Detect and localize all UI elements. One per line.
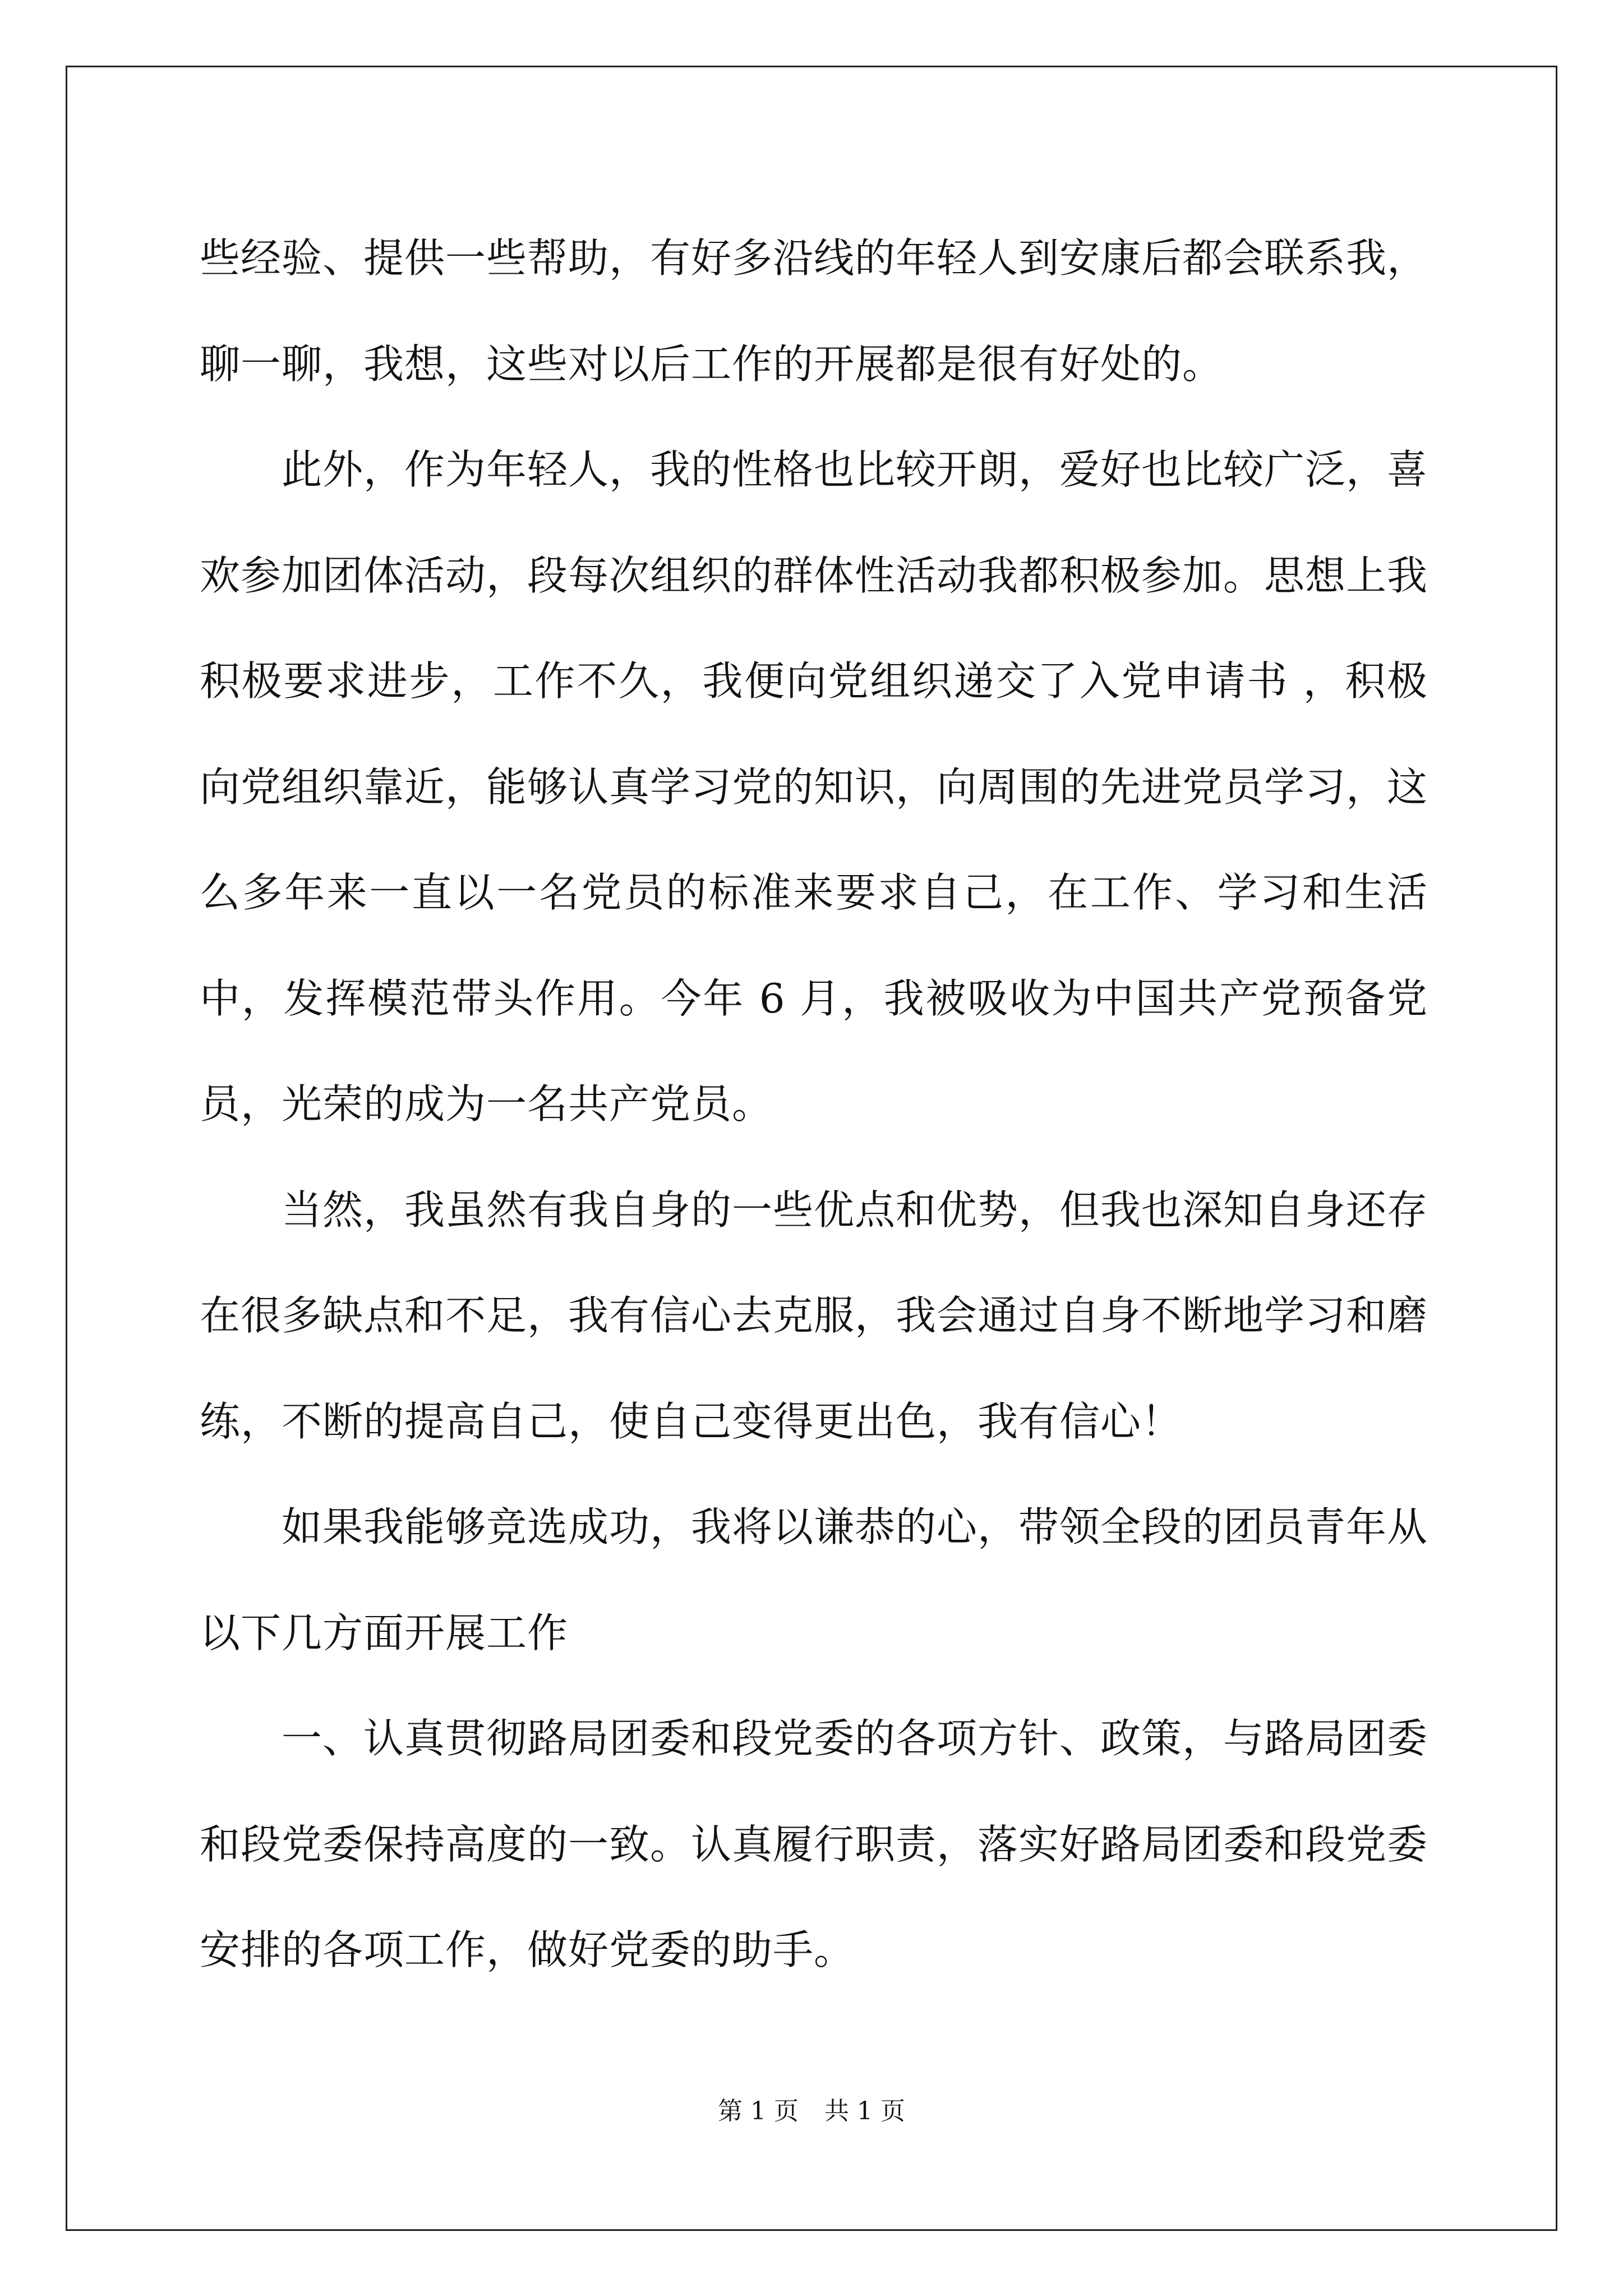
paragraph: 如果我能够竞选成功，我将以谦恭的心，带领全段的团员青年从以下几方面开展工作 [200,1503,1428,1657]
paragraph: 些经验、提供一些帮助，有好多沿线的年轻人到安康后都会联系我，聊一聊，我想，这些对以后工作的开展都是很有好处的。 [200,234,1428,388]
page-footer [0,2095,1623,2128]
page-number: 第 1 页 [718,2097,799,2125]
document-body [200,205,1428,2003]
page-count: 共 1 页 [824,2097,905,2125]
paragraph: 一、认真贯彻路局团委和段党委的各项方针、政策，与路局团委和段党委保持高度的一致。认真履行职责，落实好路局团委和段党委安排的各项工作，做好党委的助手。 [200,1715,1428,1973]
paragraph: 此外，作为年轻人，我的性格也比较开朗，爱好也比较广泛，喜欢参加团体活动，段每次组织的群体性活动我都积极参加。思想上我积极要求进步，工作不久，我便向党组织递交了入党申请书 ，积极向党组织靠近，能够认真学习党的知识，向周围的先进党员学习，这么多年来一直以一名党员的标准来要求自己，在工作、学习和生活中，发挥模范带头作用。今年 6 月，我被吸收为中国共产党预备党员，光荣的成为一名共产党员。 [200,446,1428,1128]
paragraph: 当然，我虽然有我自身的一些优点和优势，但我也深知自身还存在很多缺点和不足，我有信心去克服，我会通过自身不断地学习和磨练，不断的提高自己，使自己变得更出色，我有信心！ [200,1186,1428,1445]
